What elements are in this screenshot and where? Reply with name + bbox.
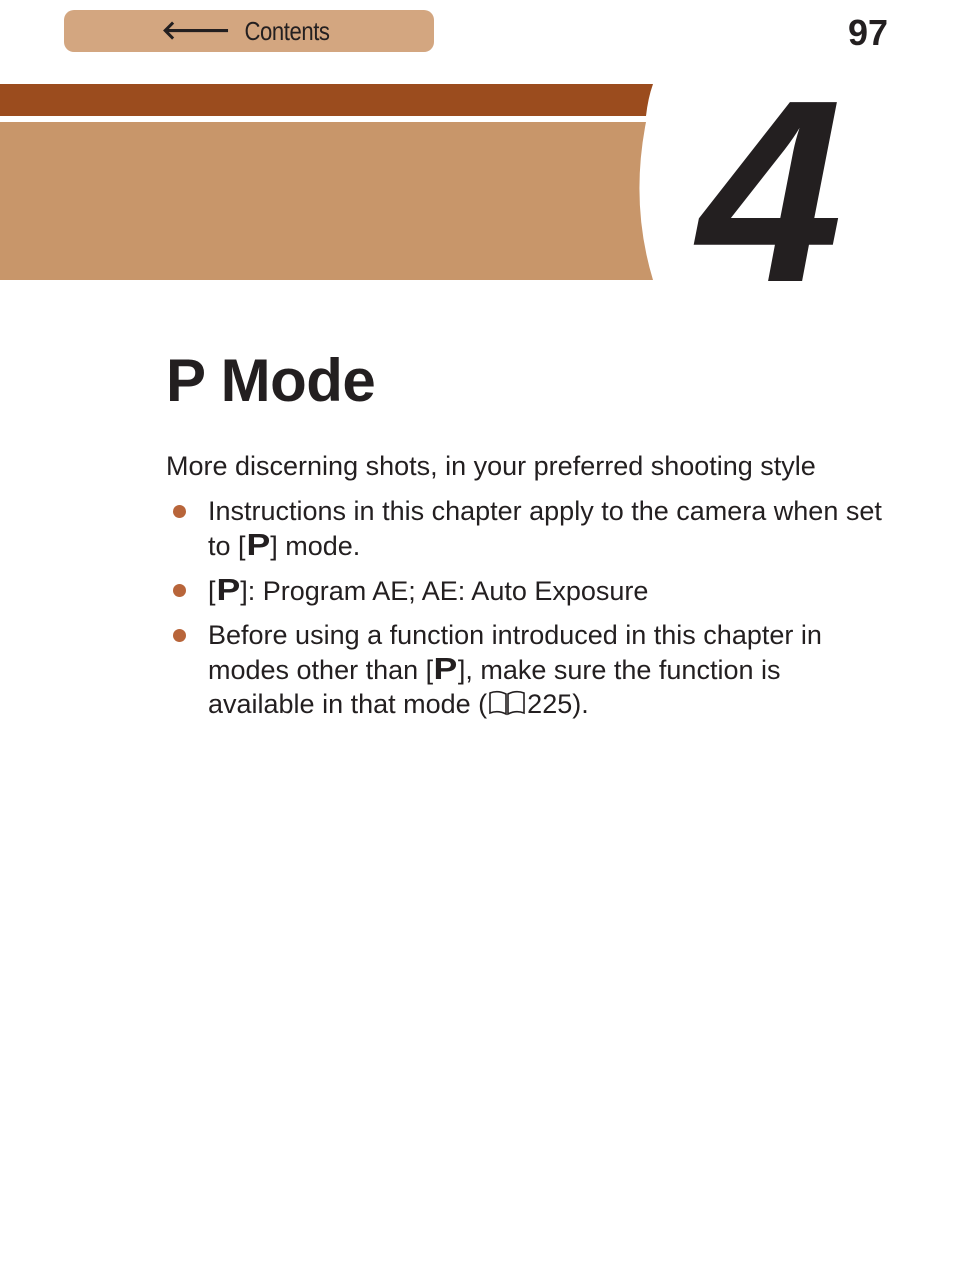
bullet-icon — [173, 584, 186, 597]
bullet-text: ] mode. — [270, 531, 361, 561]
book-icon[interactable] — [487, 690, 527, 716]
bullet-icon — [173, 505, 186, 518]
page-number: 97 — [847, 12, 888, 53]
bullet-list — [166, 494, 886, 731]
page-reference-link[interactable]: 225 — [527, 689, 573, 719]
banner-light-block — [0, 122, 653, 280]
banner-dark-stripe — [0, 84, 653, 116]
bullet-text: [ — [208, 576, 216, 606]
bullet-text: Before using a function introduced in this chapter in modes other than [ — [208, 620, 822, 685]
list-item — [166, 618, 886, 721]
list-item — [166, 573, 886, 608]
bullet-icon — [173, 629, 186, 642]
contents-label: Contents — [244, 15, 330, 46]
bullet-text: ). — [572, 689, 589, 719]
chapter-title: P Mode — [166, 347, 376, 414]
p-mode-icon: P — [215, 572, 240, 607]
contents-button[interactable] — [64, 10, 434, 52]
list-item — [166, 494, 886, 563]
chapter-number: 4 — [698, 47, 839, 337]
bullet-text: ], make sure the function is available in that mode ( — [208, 655, 781, 719]
p-mode-icon: P — [245, 527, 270, 562]
left-arrow-icon: 🡐 — [161, 15, 231, 45]
p-mode-icon: P — [433, 651, 458, 686]
chapter-subtitle: More discerning shots, in your preferred shooting style — [166, 451, 816, 481]
bullet-text: ]: Program AE; AE: Auto Exposure — [240, 576, 649, 606]
bullet-text: Instructions in this chapter apply to the camera when set to [ — [208, 496, 882, 561]
